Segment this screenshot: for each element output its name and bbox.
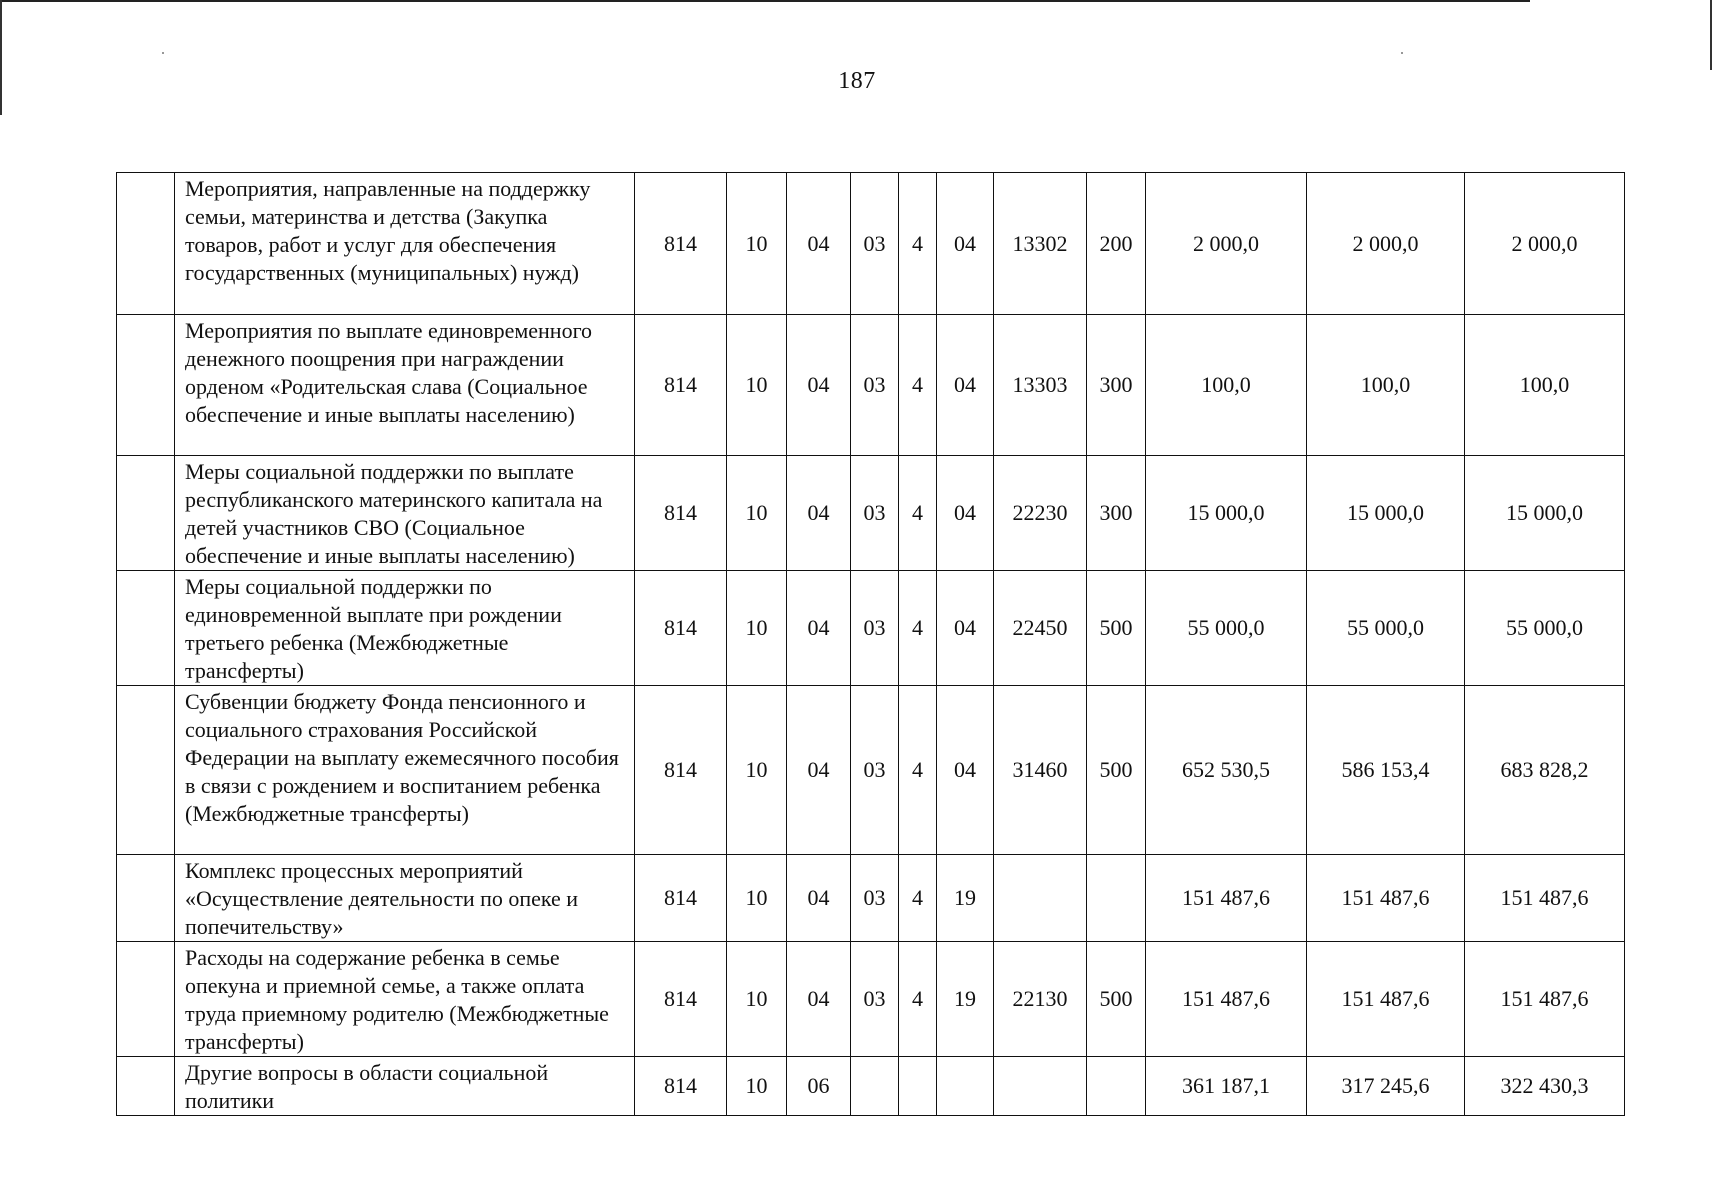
- section-code-cell: 10: [727, 315, 787, 456]
- amount-year-2-cell: 317 245,6: [1307, 1057, 1465, 1116]
- section-code-cell: 10: [727, 686, 787, 855]
- section-code-cell: 10: [727, 571, 787, 686]
- grbs-code-cell: 814: [635, 173, 727, 315]
- amount-year-2-cell: 2 000,0: [1307, 173, 1465, 315]
- program-code-cell: 03: [851, 855, 899, 942]
- program-code-cell: 03: [851, 571, 899, 686]
- expense-direction-code-cell: 22130: [994, 942, 1087, 1057]
- description-cell: Меры социальной поддержки по выплате республиканского материнского капитала на детей участников СВО (Социальное обеспечение и иные выплаты населению): [175, 456, 635, 571]
- description-cell: Субвенции бюджету Фонда пенсионного и социального страхования Российской Федерации на выплату ежемесячного пособия в связи с рождением и воспитанием ребенка (Межбюджетные трансферты): [175, 686, 635, 855]
- amount-year-3-cell: 151 487,6: [1465, 855, 1625, 942]
- program-code-cell: 03: [851, 942, 899, 1057]
- budget-table: [116, 172, 1625, 1116]
- table-row: [117, 942, 1625, 1057]
- subsection-code-cell: 04: [787, 855, 851, 942]
- program-code-cell: 03: [851, 315, 899, 456]
- grbs-code-cell: 814: [635, 315, 727, 456]
- grbs-code-cell: 814: [635, 855, 727, 942]
- amount-year-1-cell: 2 000,0: [1146, 173, 1307, 315]
- table-row: [117, 571, 1625, 686]
- row-number-cell: [117, 571, 175, 686]
- structural-element-code-cell: 19: [937, 855, 994, 942]
- subsection-code-cell: 04: [787, 942, 851, 1057]
- expense-type-code-cell: 300: [1087, 456, 1146, 571]
- section-code-cell: 10: [727, 456, 787, 571]
- amount-year-2-cell: 15 000,0: [1307, 456, 1465, 571]
- table-row: [117, 173, 1625, 315]
- row-number-cell: [117, 686, 175, 855]
- structural-element-code-cell: 04: [937, 173, 994, 315]
- amount-year-1-cell: 361 187,1: [1146, 1057, 1307, 1116]
- expense-direction-code-cell: 13303: [994, 315, 1087, 456]
- description-cell: Меры социальной поддержки по единовременной выплате при рождении третьего ребенка (Межбюджетные трансферты): [175, 571, 635, 686]
- scan-right-edge-mark: [1710, 0, 1712, 70]
- subsection-code-cell: 04: [787, 173, 851, 315]
- type-code-cell: 4: [899, 315, 937, 456]
- amount-year-2-cell: 100,0: [1307, 315, 1465, 456]
- section-code-cell: 10: [727, 942, 787, 1057]
- table-row: [117, 1057, 1625, 1116]
- type-code-cell: 4: [899, 571, 937, 686]
- grbs-code-cell: 814: [635, 456, 727, 571]
- type-code-cell: 4: [899, 942, 937, 1057]
- expense-type-code-cell: 500: [1087, 571, 1146, 686]
- amount-year-1-cell: 15 000,0: [1146, 456, 1307, 571]
- table-row: [117, 855, 1625, 942]
- type-code-cell: 4: [899, 173, 937, 315]
- section-code-cell: 10: [727, 1057, 787, 1116]
- structural-element-code-cell: 04: [937, 456, 994, 571]
- row-number-cell: [117, 315, 175, 456]
- amount-year-1-cell: 100,0: [1146, 315, 1307, 456]
- type-code-cell: 4: [899, 456, 937, 571]
- description-cell: Другие вопросы в области социальной политики: [175, 1057, 635, 1116]
- expense-type-code-cell: 200: [1087, 173, 1146, 315]
- amount-year-3-cell: 100,0: [1465, 315, 1625, 456]
- table-row: [117, 315, 1625, 456]
- type-code-cell: 4: [899, 855, 937, 942]
- row-number-cell: [117, 855, 175, 942]
- table-row: [117, 686, 1625, 855]
- description-cell: Мероприятия, направленные на поддержку семьи, материнства и детства (Закупка товаров, работ и услуг для обеспечения государственных (муниципальных) нужд): [175, 173, 635, 315]
- amount-year-1-cell: 151 487,6: [1146, 855, 1307, 942]
- amount-year-2-cell: 151 487,6: [1307, 942, 1465, 1057]
- program-code-cell: [851, 1057, 899, 1116]
- grbs-code-cell: 814: [635, 1057, 727, 1116]
- structural-element-code-cell: 04: [937, 686, 994, 855]
- scan-speck: [162, 52, 164, 54]
- page-number: 187: [838, 68, 876, 94]
- expense-type-code-cell: 500: [1087, 686, 1146, 855]
- amount-year-2-cell: 55 000,0: [1307, 571, 1465, 686]
- amount-year-3-cell: 15 000,0: [1465, 456, 1625, 571]
- program-code-cell: 03: [851, 686, 899, 855]
- expense-direction-code-cell: 31460: [994, 686, 1087, 855]
- expense-direction-code-cell: [994, 1057, 1087, 1116]
- type-code-cell: 4: [899, 686, 937, 855]
- description-cell: Мероприятия по выплате единовременного денежного поощрения при награждении орденом «Родительская слава (Социальное обеспечение и иные выплаты населению): [175, 315, 635, 456]
- structural-element-code-cell: [937, 1057, 994, 1116]
- table-row: [117, 456, 1625, 571]
- description-cell: Комплекс процессных мероприятий «Осуществление деятельности по опеке и попечительству»: [175, 855, 635, 942]
- section-code-cell: 10: [727, 855, 787, 942]
- program-code-cell: 03: [851, 456, 899, 571]
- expense-type-code-cell: [1087, 1057, 1146, 1116]
- expense-direction-code-cell: 22450: [994, 571, 1087, 686]
- type-code-cell: [899, 1057, 937, 1116]
- grbs-code-cell: 814: [635, 686, 727, 855]
- amount-year-3-cell: 55 000,0: [1465, 571, 1625, 686]
- amount-year-2-cell: 586 153,4: [1307, 686, 1465, 855]
- expense-type-code-cell: [1087, 855, 1146, 942]
- program-code-cell: 03: [851, 173, 899, 315]
- section-code-cell: 10: [727, 173, 787, 315]
- subsection-code-cell: 06: [787, 1057, 851, 1116]
- row-number-cell: [117, 173, 175, 315]
- subsection-code-cell: 04: [787, 686, 851, 855]
- structural-element-code-cell: 19: [937, 942, 994, 1057]
- expense-type-code-cell: 300: [1087, 315, 1146, 456]
- structural-element-code-cell: 04: [937, 571, 994, 686]
- row-number-cell: [117, 942, 175, 1057]
- expense-direction-code-cell: 13302: [994, 173, 1087, 315]
- grbs-code-cell: 814: [635, 942, 727, 1057]
- subsection-code-cell: 04: [787, 571, 851, 686]
- amount-year-3-cell: 151 487,6: [1465, 942, 1625, 1057]
- row-number-cell: [117, 456, 175, 571]
- amount-year-1-cell: 151 487,6: [1146, 942, 1307, 1057]
- description-cell: Расходы на содержание ребенка в семье опекуна и приемной семье, а также оплата труда приемному родителю (Межбюджетные трансферты): [175, 942, 635, 1057]
- structural-element-code-cell: 04: [937, 315, 994, 456]
- amount-year-2-cell: 151 487,6: [1307, 855, 1465, 942]
- expense-direction-code-cell: 22230: [994, 456, 1087, 571]
- amount-year-3-cell: 683 828,2: [1465, 686, 1625, 855]
- subsection-code-cell: 04: [787, 456, 851, 571]
- grbs-code-cell: 814: [635, 571, 727, 686]
- scan-top-edge-line: [0, 0, 1530, 2]
- expense-type-code-cell: 500: [1087, 942, 1146, 1057]
- amount-year-1-cell: 55 000,0: [1146, 571, 1307, 686]
- row-number-cell: [117, 1057, 175, 1116]
- subsection-code-cell: 04: [787, 315, 851, 456]
- amount-year-1-cell: 652 530,5: [1146, 686, 1307, 855]
- scan-speck: [1401, 52, 1403, 54]
- amount-year-3-cell: 322 430,3: [1465, 1057, 1625, 1116]
- scan-left-edge-mark: [0, 0, 2, 115]
- amount-year-3-cell: 2 000,0: [1465, 173, 1625, 315]
- expense-direction-code-cell: [994, 855, 1087, 942]
